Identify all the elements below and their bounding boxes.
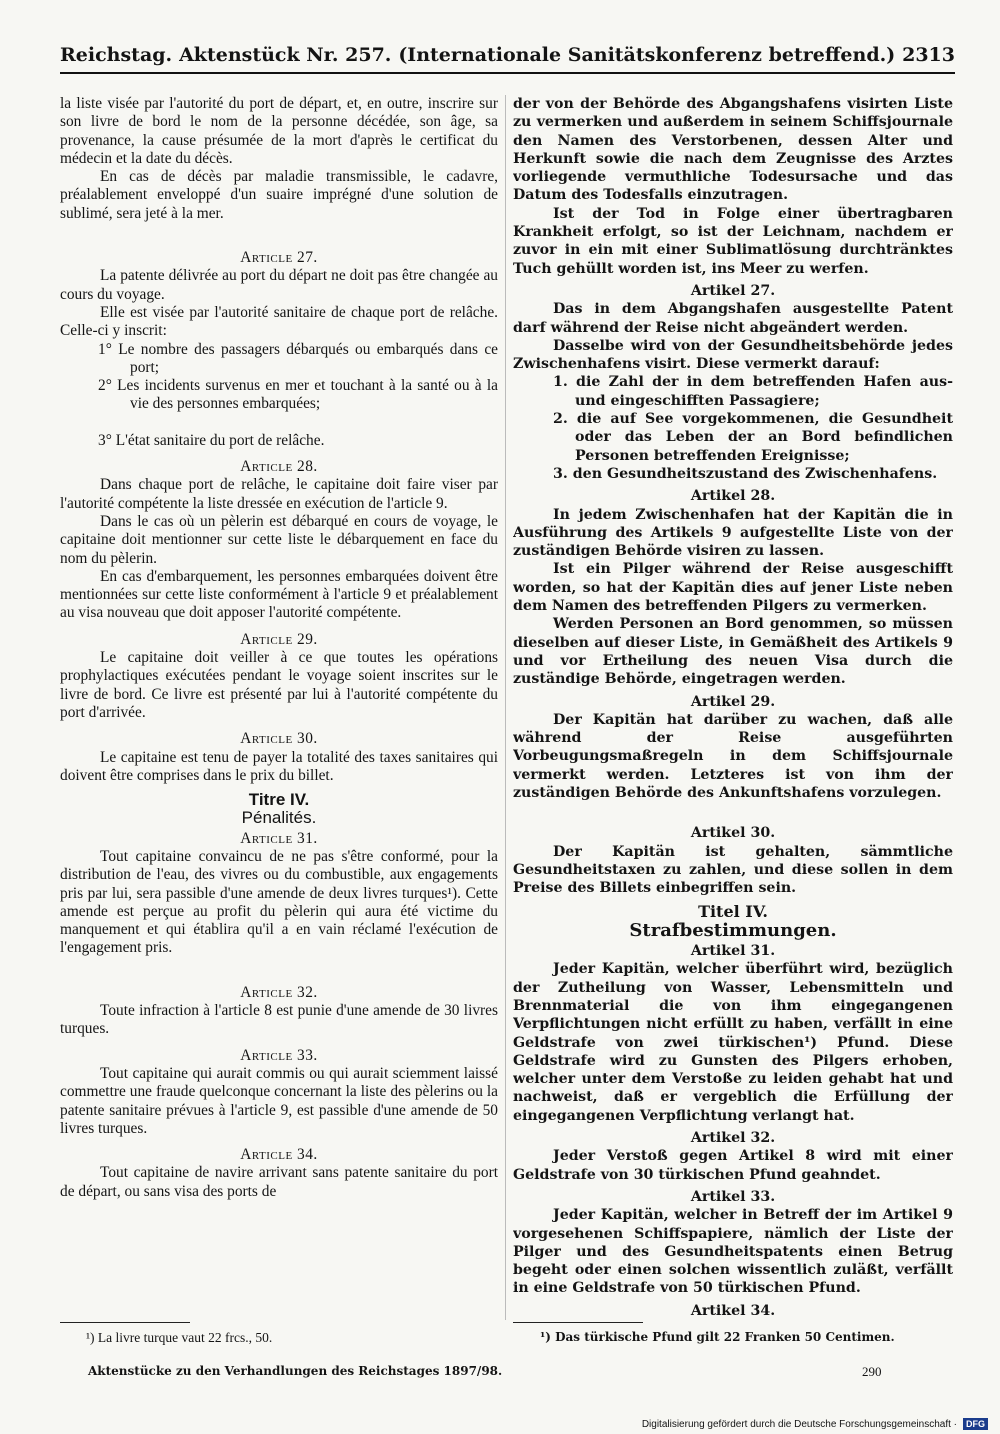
paragraph: Tout capitaine qui aurait commis ou qui aurait sciemment laissé commettre une fraude quelconque concernant la liste des pèlerins ou la patente sanitaire prévues à l'article 9, est passible d'une amende de 50 livres turques.: [60, 1064, 498, 1137]
paragraph: Dasselbe wird von der Gesundheitsbehörde jedes Zwischenhafens visirt. Diese vermerkt darauf:: [513, 337, 953, 373]
dfg-logo: DFG: [963, 1418, 988, 1430]
header-center: Aktenstück Nr. 257.: [179, 44, 392, 66]
header-left: Reichstag.: [60, 44, 173, 66]
german-footnote: ¹) Das türkische Pfund gilt 22 Franken 50 Centimen.: [540, 1330, 895, 1344]
footnote-rule: [60, 1322, 190, 1323]
paragraph: la liste visée par l'autorité du port de départ, et, en outre, inscrire sur son livre de bord le nom de la personne décédée, son âge, sa provenance, la cause présumée de la mort d'après le certificat du médecin et la date du décès.: [60, 95, 498, 167]
paragraph: Jeder Kapitän, welcher in Betreff der im Artikel 9 vorgesehenen Schiffspapiere, nämlich der Liste der Pilger und des Gesundheitspatents einen Betrug begeht oder einen solchen wissentlich zuläßt, verfällt in eine Geldstrafe von 50 türkischen Pfund.: [513, 1207, 953, 1297]
french-column: [60, 95, 498, 1320]
paragraph: Jeder Verstoß gegen Artikel 8 wird mit einer Geldstrafe von 30 türkischen Pfund geahndet.: [513, 1148, 953, 1183]
paragraph: Tout capitaine convaincu de ne pas s'être conformé, pour la distribution de l'eau, des vivres ou du combustible, aux engagements pris par lui, sera passible d'une amende de deux livres turques¹). Cette amende est perçue au profit du pèlerin qui aura été victime du manquement et qui établira qu'il a en vain réclamé l'exécution de l'engagement pris.: [60, 847, 498, 957]
paragraph: Le capitaine doit veiller à ce que toutes les opérations prophylactiques exécutées pendant le voyage soient inscrites sur le livre de bord. Ce livre est présenté par lui à l'autorité compétente du port d'arrivée.: [60, 649, 498, 721]
header-rule: [60, 72, 955, 74]
paragraph: Tout capitaine de navire arrivant sans patente sanitaire du port de départ, ou sans visa des ports de: [60, 1164, 498, 1200]
column-divider: [505, 95, 506, 1320]
list-item: 1. die Zahl der in dem betreffenden Hafen aus- und eingeschifften Passagiere;: [553, 374, 953, 409]
list-item: 3. den Gesundheitszustand des Zwischenhafens.: [553, 465, 938, 482]
french-footnote: ¹) La livre turque vaut 22 frcs., 50.: [86, 1330, 273, 1345]
paragraph: Dans chaque port de relâche, le capitaine doit faire viser par l'autorité compétente la liste dressée en exécution de l'article 9.: [60, 476, 498, 512]
paragraph: Elle est visée par l'autorité sanitaire de chaque port de relâche. Celle-ci y inscrit:: [60, 303, 498, 340]
paragraph: Jeder Kapitän, welcher überführt wird, bezüglich der Zutheilung von Wasser, Lebensmitteln und Brennmaterial die von ihm eingegangenen Verpflichtungen nicht erfüllt zu haben, verfällt in eine Geldstrafe von zwei türkischen¹) Pfund. Diese Geldstrafe wird zu Gunsten des Pilgers erhoben, welcher unter dem Verstoße zu leiden gehabt hat und nachweist, daß er vergeblich die Erfüllung der eingegangenen Verpflichtung verlangt hat.: [513, 961, 953, 1124]
article-heading: Artikel 30.: [690, 825, 776, 842]
footer-source: Aktenstücke zu den Verhandlungen des Reichstages 1897/98.: [88, 1364, 503, 1378]
paragraph: Werden Personen an Bord genommen, so müssen dieselben auf dieser Liste, in Gemäßheit des Artikels 9 und vor Ertheilung des neuen Visa durch die zuständige Behörde, eingetragen werden.: [513, 616, 953, 688]
article-heading: Artikel 33.: [690, 1188, 776, 1205]
list-item: 2. die auf See vorgekommenen, die Gesundheit oder das Leben der an Bord befindlichen Personen betreffenden Ereignisse;: [553, 411, 953, 464]
article-heading: Article 27.: [240, 249, 318, 267]
article-heading: Article 29.: [240, 630, 318, 648]
page-number: 2313: [902, 44, 955, 66]
article-heading: Artikel 34.: [690, 1302, 776, 1319]
title-subheading: Strafbestimmungen.: [629, 919, 837, 941]
german-column: [513, 95, 953, 1320]
article-heading: Article 28.: [240, 458, 318, 476]
title-heading: Titre IV.: [248, 790, 310, 810]
article-heading: Artikel 31.: [690, 943, 776, 960]
article-heading: Article 32.: [240, 983, 318, 1001]
paragraph: En cas de décès par maladie transmissible, le cadavre, préalablement enveloppé d'un suaire imprégné d'une solution de sublimé, sera jeté à la mer.: [60, 168, 498, 222]
article-heading: Artikel 29.: [690, 693, 776, 710]
article-heading: Article 33.: [240, 1046, 318, 1064]
paragraph: Ist der Tod in Folge einer übertragbaren Krankheit erfolgt, so ist der Leichnam, nachdem er zuvor in ein mit einer Sublimatlösung durchtränktes Tuch gehüllt worden ist, ins Meer zu werfen.: [513, 205, 953, 277]
paragraph: Toute infraction à l'article 8 est punie d'une amende de 30 livres turques.: [60, 1002, 498, 1038]
paragraph: La patente délivrée au port du départ ne doit pas être changée au cours du voyage.: [60, 267, 498, 303]
paragraph: Dans le cas où un pèlerin est débarqué en cours de voyage, le capitaine doit mentionner sur cette liste le débarquement en face du nom du pèlerin.: [60, 512, 498, 567]
paragraph: En cas d'embarquement, les personnes embarquées doivent être mentionnées sur cette liste conformément à l'article 9 et préalablement au visa nouveau que doit apposer l'autorité compétente.: [60, 567, 498, 622]
paragraph: Der Kapitän hat darüber zu wachen, daß alle während der Reise ausgeführten Vorbeugungsmaßregeln in dem Schiffsjournale vermerkt werden. Letzteres ist von ihm der zuständigen Behörde des Ankunftshafens vorzulegen.: [513, 711, 953, 801]
digitization-text: Digitalisierung gefördert durch die Deutsche Forschungsgemeinschaft ·: [641, 1418, 957, 1430]
article-heading: Article 30.: [240, 730, 318, 748]
paragraph: Der Kapitän ist gehalten, sämmtliche Gesundheitstaxen zu zahlen, und diese sollen in dem Preise des Billets einbegriffen sein.: [513, 843, 953, 897]
paragraph: In jedem Zwischenhafen hat der Kapitän die in Ausführung des Artikels 9 aufgestellte Liste von der zuständigen Behörde visiren zu lassen.: [513, 506, 953, 560]
article-heading: Artikel 28.: [690, 488, 776, 505]
list-item: 2° Les incidents survenus en mer et touchant à la santé ou à la vie des personnes embarquées;: [98, 377, 498, 413]
page-header: [60, 38, 955, 72]
title-heading: Titel IV.: [698, 902, 768, 922]
footer-page-number: 290: [862, 1364, 882, 1379]
paragraph: der von der Behörde des Abgangshafens visirten Liste zu vermerken und außerdem in seinem Schiffsjournale den Namen des Verstorbenen, dessen Alter und Herkunft sowie die nach dem Zeugnisse des Arztes vorliegende vermuthliche Todesursache und das Datum des Todesfalls einzutragen.: [513, 96, 953, 204]
digitization-note: [642, 1418, 988, 1430]
article-heading: Article 31.: [240, 829, 318, 847]
paragraph: Das in dem Abgangshafen ausgestellte Patent darf während der Reise nicht abgeändert werden.: [513, 301, 953, 336]
paragraph: Le capitaine est tenu de payer la totalité des taxes sanitaires qui doivent être comprises dans le prix du billet.: [60, 748, 498, 784]
article-heading: Article 34.: [240, 1146, 318, 1164]
footnote-rule: [513, 1322, 643, 1323]
header-title: (Internationale Sanitätskonferenz betreffend.): [398, 44, 896, 66]
paragraph: Ist ein Pilger während der Reise ausgeschifft worden, so hat der Kapitän dies auf jener Liste neben dem Namen des betreffenden Pilgers zu vermerken.: [513, 561, 953, 615]
title-subheading: Pénalités.: [241, 808, 317, 828]
article-heading: Artikel 32.: [690, 1130, 776, 1147]
list-item: 1° Le nombre des passagers débarqués ou embarqués dans ce port;: [98, 340, 498, 376]
list-item: 3° L'état sanitaire du port de relâche.: [98, 431, 325, 449]
article-heading: Artikel 27.: [690, 282, 776, 299]
